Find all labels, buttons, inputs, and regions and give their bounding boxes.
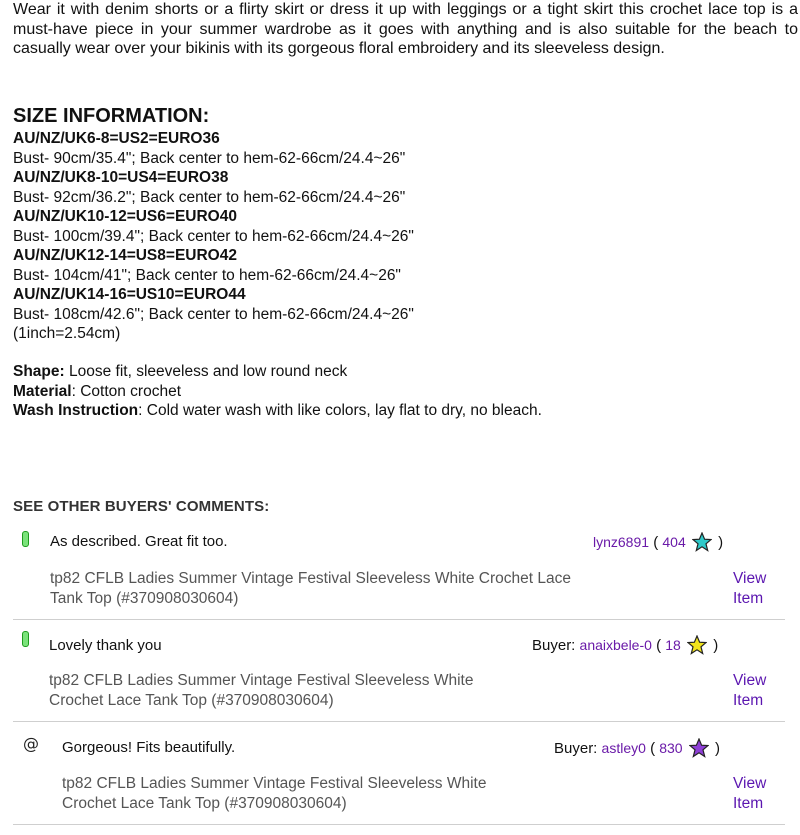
unit-conversion-note: (1inch=2.54cm) — [13, 325, 121, 342]
feedback-score-link[interactable]: 830 — [659, 740, 683, 756]
shape-row — [13, 362, 542, 382]
view-item-link[interactable]: View Item — [733, 672, 767, 709]
product-attributes — [13, 362, 542, 421]
comment-text: Lovely thank you — [49, 637, 162, 654]
size-list — [13, 129, 793, 344]
buyer-info: Buyer: anaixbele-0 ( 18 ) — [532, 635, 718, 659]
size-label: AU/NZ/UK10-12=US6=EURO40 — [13, 208, 237, 225]
comments-heading: SEE OTHER BUYERS' COMMENTS: — [13, 498, 270, 515]
material-row — [13, 382, 542, 402]
buyer-prefix: Buyer: — [532, 637, 576, 654]
shape-value: Loose fit, sleeveless and low round neck — [64, 363, 348, 380]
wash-value: : Cold water wash with like colors, lay flat to dry, no bleach. — [138, 402, 542, 419]
shape-label: Shape: — [13, 363, 65, 380]
positive-feedback-icon — [22, 631, 29, 652]
positive-feedback-icon — [22, 531, 29, 552]
feedback-score-link[interactable]: 18 — [665, 637, 681, 653]
size-measurements: Bust- 108cm/42.6"; Back center to hem-62-66cm/24.4~26" — [13, 305, 414, 323]
view-item-link[interactable]: View Item — [733, 570, 767, 607]
comment-entry — [13, 531, 785, 620]
buyer-username-link[interactable]: anaixbele-0 — [579, 637, 652, 653]
comment-text: As described. Great fit too. — [50, 533, 228, 550]
feedback-star-icon[interactable] — [689, 738, 709, 762]
size-measurements: Bust- 92cm/36.2"; Back center to hem-62-66cm/24.4~26" — [13, 188, 406, 206]
view-item-link[interactable]: View Item — [733, 775, 767, 812]
item-title: tp82 CFLB Ladies Summer Vintage Festival Sleeveless White Crochet Lace Tank Top (#370908030604) — [50, 570, 571, 607]
material-value: : Cotton crochet — [71, 382, 182, 400]
product-description: Wear it with denim shorts or a flirty skirt or dress it up with leggings or a tight skirt this crochet lace top is a must-have piece in your summer wardrobe as it goes with anything and is also suitable for the beach to casually wear over your bikinis with its gorgeous floral embroidery and its sleeveless design. — [13, 1, 798, 57]
size-label: AU/NZ/UK14-16=US10=EURO44 — [13, 286, 246, 303]
size-label: AU/NZ/UK8-10=US4=EURO38 — [13, 169, 229, 186]
size-label: AU/NZ/UK12-14=US8=EURO42 — [13, 247, 237, 264]
buyer-prefix: Buyer: — [554, 740, 598, 757]
size-info-heading: SIZE INFORMATION: — [13, 105, 210, 127]
buyer-username-link[interactable]: lynz6891 — [593, 534, 650, 550]
size-measurements: Bust- 100cm/39.4"; Back center to hem-62-66cm/24.4~26" — [13, 227, 414, 245]
size-measurements: Bust- 90cm/35.4"; Back center to hem-62-66cm/24.4~26" — [13, 149, 406, 167]
item-title: tp82 CFLB Ladies Summer Vintage Festival Sleeveless White Crochet Lace Tank Top (#370908030604) — [62, 775, 487, 812]
comment-entry — [13, 633, 785, 722]
buyer-info: lynz6891 ( 404 ) — [593, 532, 723, 556]
feedback-star-icon[interactable] — [692, 532, 712, 556]
wash-row — [13, 401, 542, 421]
item-title: tp82 CFLB Ladies Summer Vintage Festival Sleeveless White Crochet Lace Tank Top (#370908030604) — [49, 672, 474, 709]
size-label: AU/NZ/UK6-8=US2=EURO36 — [13, 130, 220, 147]
wash-label: Wash Instruction — [13, 402, 139, 419]
feedback-star-icon[interactable] — [687, 635, 707, 659]
comment-entry — [13, 736, 785, 825]
at-icon: @ — [23, 734, 39, 753]
material-label: Material — [13, 382, 72, 400]
buyer-info: Buyer: astley0 ( 830 ) — [554, 738, 720, 762]
comment-text: Gorgeous! Fits beautifully. — [62, 739, 236, 756]
feedback-score-link[interactable]: 404 — [662, 534, 686, 550]
buyer-username-link[interactable]: astley0 — [601, 740, 646, 756]
size-measurements: Bust- 104cm/41"; Back center to hem-62-66cm/24.4~26" — [13, 266, 401, 284]
